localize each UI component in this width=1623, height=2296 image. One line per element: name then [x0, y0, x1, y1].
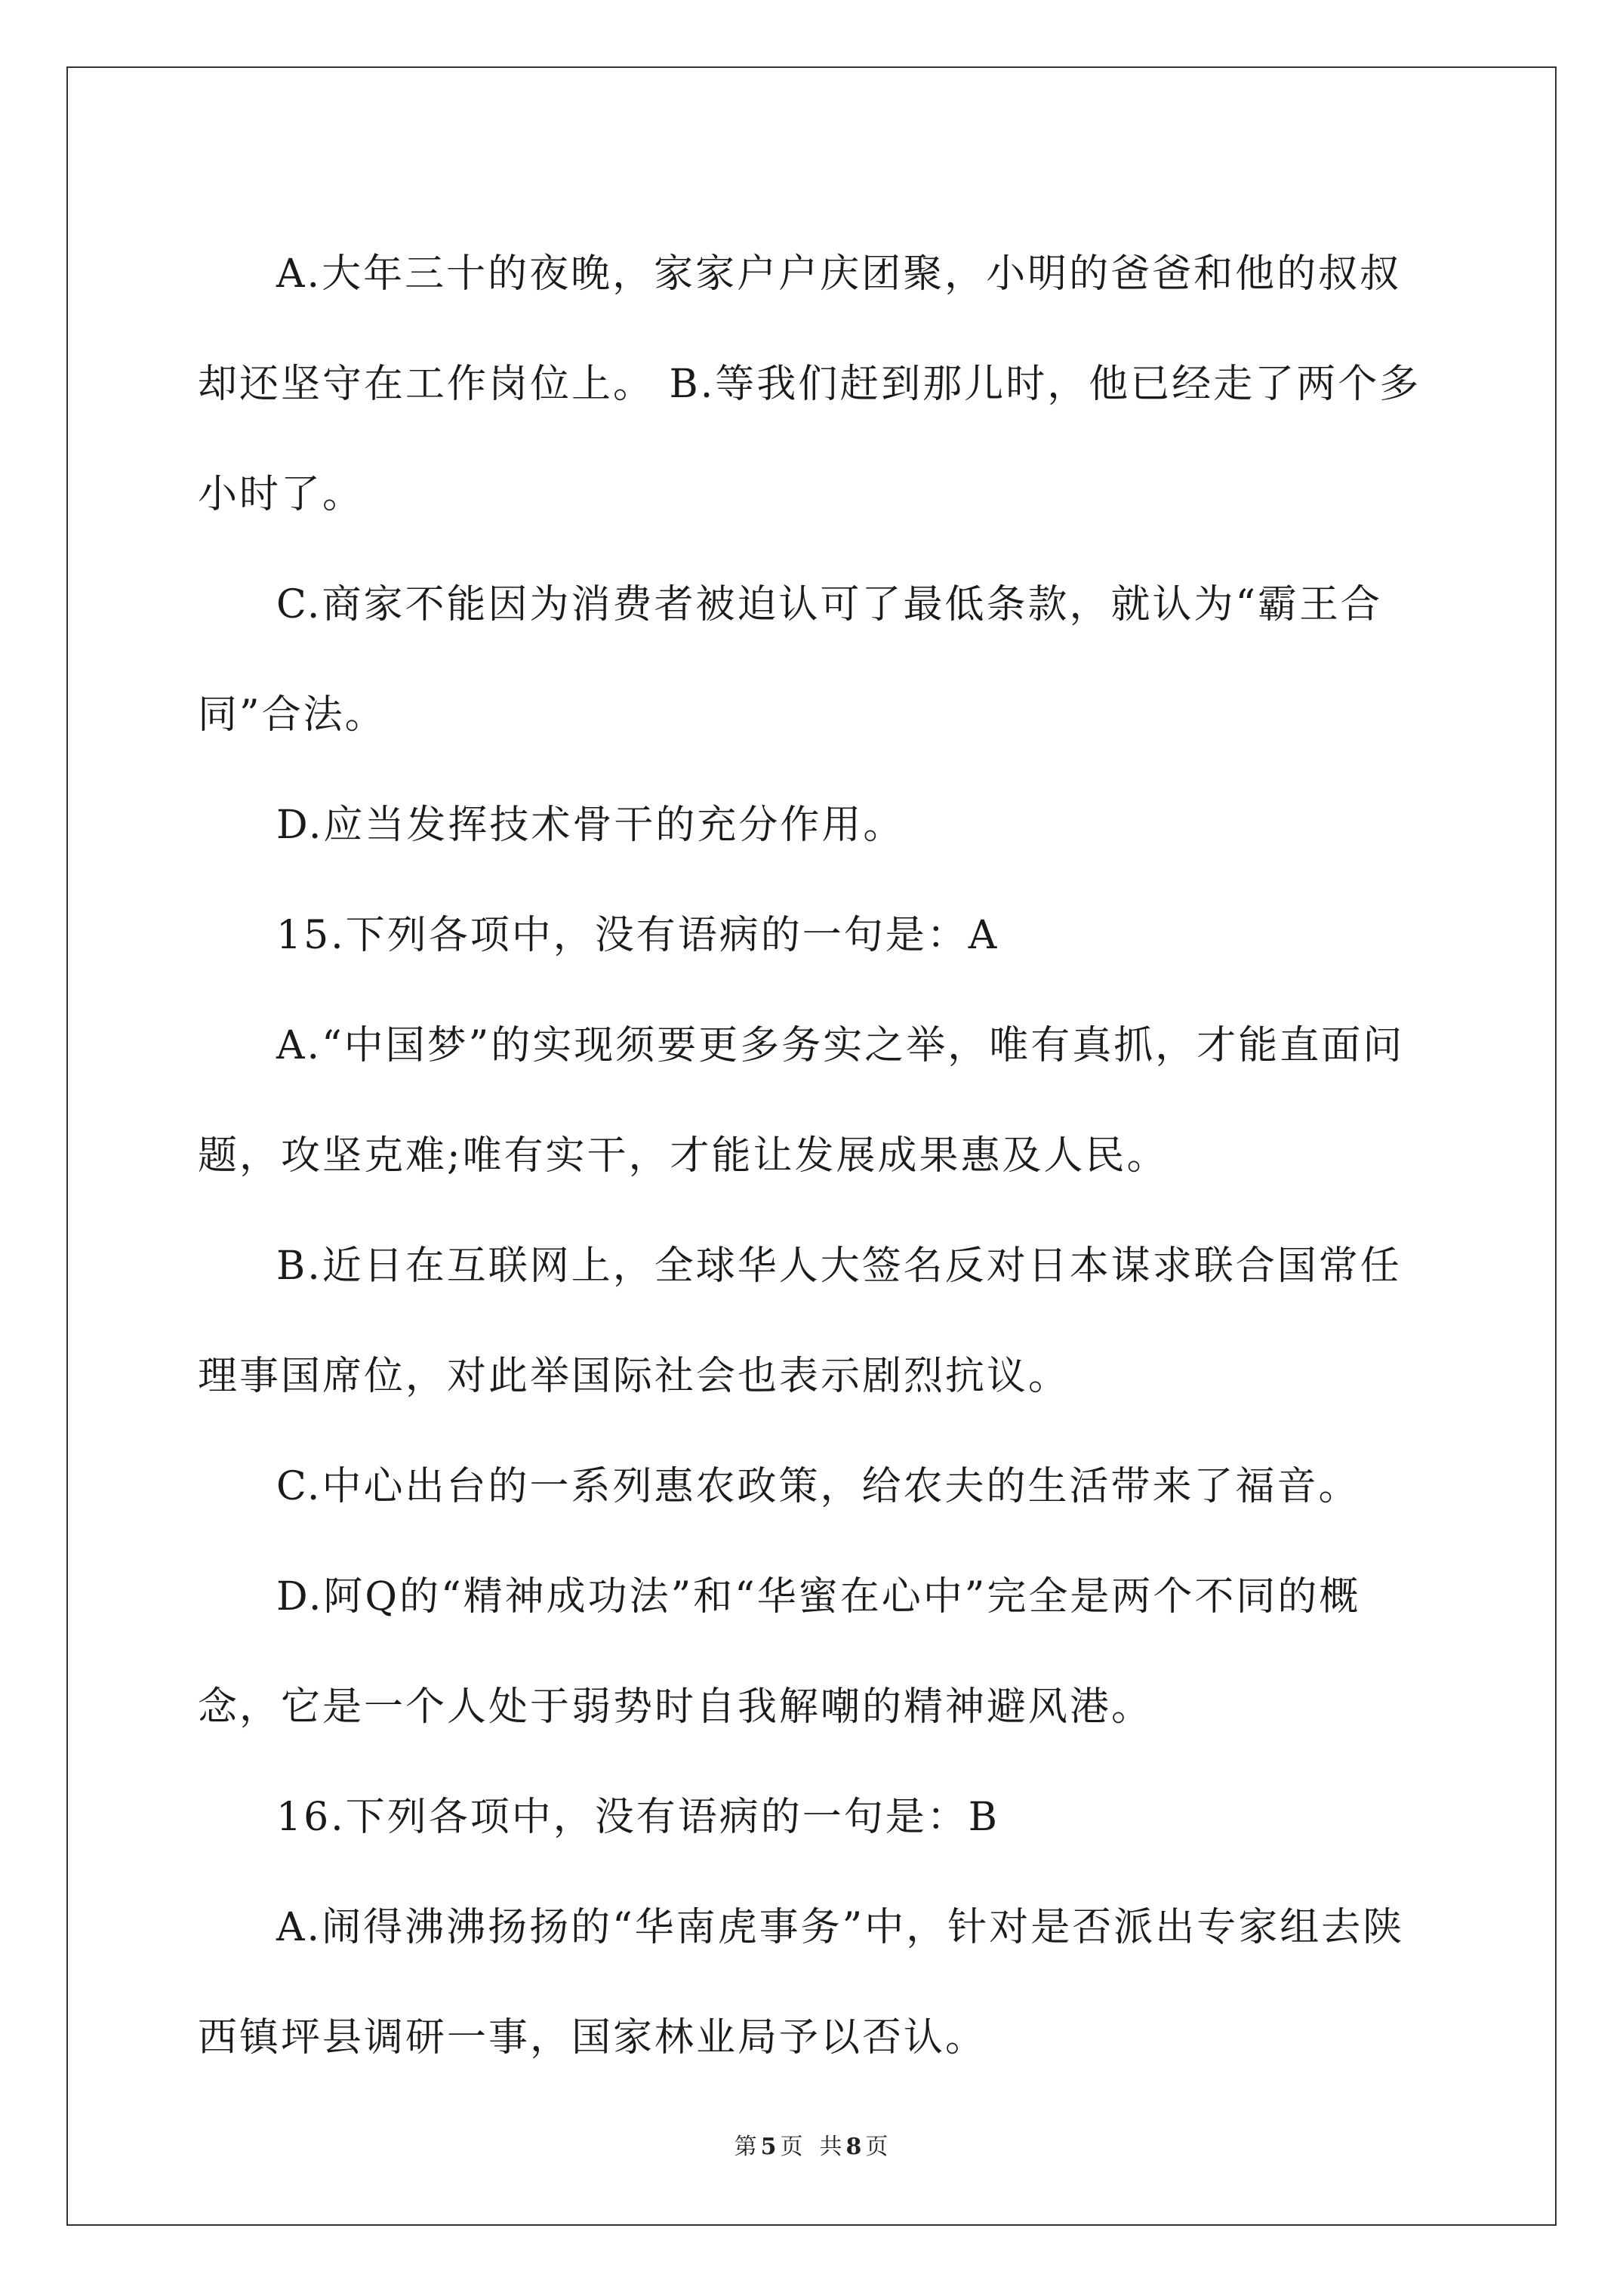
question-16-option-a: A.闹得沸沸扬扬的“华南虎事务”中，针对是否派出专家组去陕西镇坪县调研一事，国家林业局予以否认。 [198, 1905, 1405, 2060]
footer-suffix: 页 [865, 2134, 889, 2160]
question-15-option-d: D.阿Q的“精神成功法”和“华蜜在心中”完全是两个不同的概念，它是一个人处于弱势时自我解嘲的精神避风港。 [198, 1574, 1361, 1730]
question-15-option-b: B.近日在互联网上，全球华人大签名反对日本谋求联合国常任理事国席位，对此举国际社会也表示剧烈抗议。 [198, 1244, 1402, 1399]
page-footer [0, 2128, 1623, 2161]
footer-prefix: 第 [734, 2134, 758, 2160]
document-body [198, 219, 1436, 2093]
paragraph-option-c: C.商家不能因为消费者被迫认可了最低条款，就认为“霸王合同”合法。 [198, 582, 1383, 738]
paragraph-option-d: D.应当发挥技术骨干的充分作用。 [276, 803, 905, 848]
question-15: 15.下列各项中，没有语病的一句是：A [276, 913, 999, 958]
question-15-option-a: A.“中国梦”的实现须要更多务实之举，唯有真抓，才能直面问题，攻坚克难;唯有实干，才能让发展成果惠及人民。 [198, 1023, 1405, 1179]
footer-mid: 页 共 [780, 2134, 843, 2160]
paragraph-option-a-b: A.大年三十的夜晚，家家户户庆团聚，小明的爸爸和他的叔叔却还坚守在工作岗位上。 B.等我们赶到那儿时，他已经走了两个多小时了。 [198, 251, 1421, 517]
total-page-number: 8 [845, 2134, 863, 2160]
question-15-option-c: C.中心出台的一系列惠农政策，给农夫的生活带来了福音。 [276, 1464, 1360, 1509]
current-page-number: 5 [760, 2134, 778, 2160]
question-16: 16.下列各项中，没有语病的一句是：B [276, 1795, 999, 1840]
